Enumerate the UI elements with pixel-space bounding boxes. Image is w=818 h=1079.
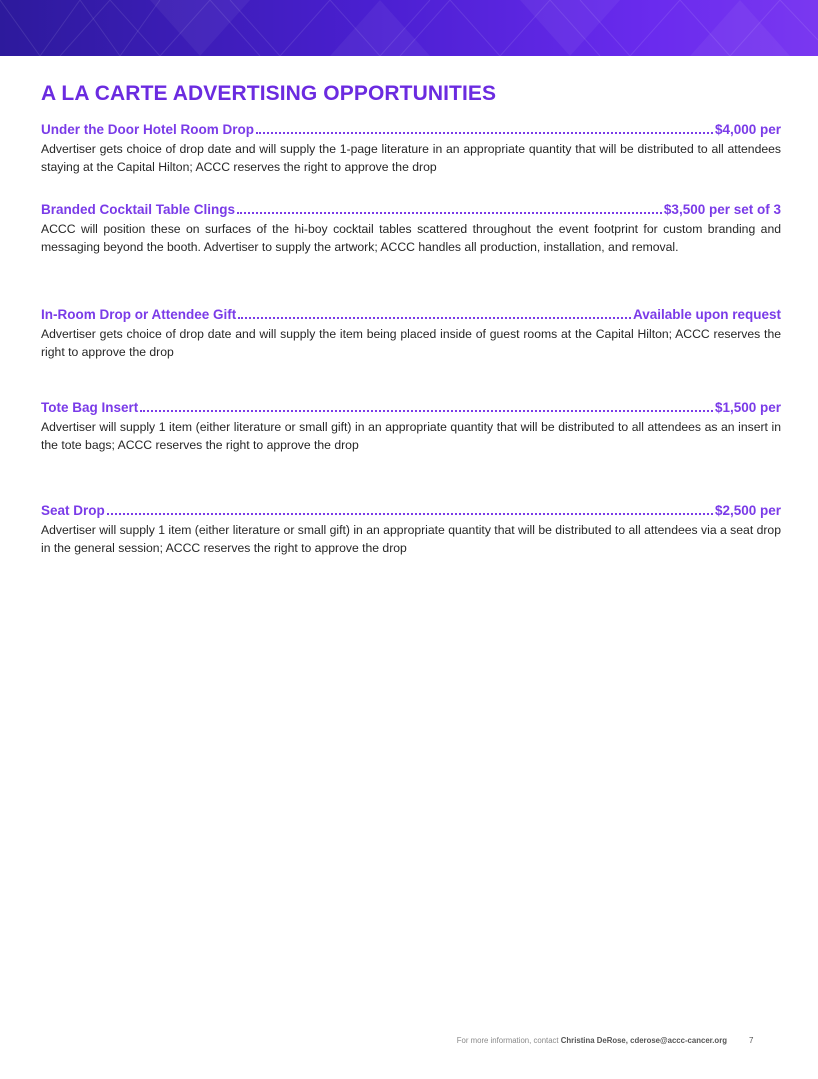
item-heading <box>41 201 781 218</box>
dot-leader <box>237 211 662 214</box>
header-banner <box>0 0 818 56</box>
item-name: In-Room Drop or Attendee Gift <box>41 307 237 322</box>
item-heading <box>41 121 781 138</box>
dot-leader <box>256 131 713 134</box>
item-name: Tote Bag Insert <box>41 400 139 415</box>
item-price: $1,500 per <box>714 400 781 415</box>
ad-item-tote-bag-insert <box>41 399 781 454</box>
page-title: A LA CARTE ADVERTISING OPPORTUNITIES <box>41 82 497 105</box>
dot-leader <box>107 512 713 515</box>
item-description: Advertiser will supply 1 item (either literature or small gift) in an appropriate quantity that will be distributed to all attendees as an insert in the tote bags; ACCC reserves the right to approve the drop <box>41 420 781 452</box>
page-footer <box>0 1036 818 1050</box>
dot-leader <box>140 409 713 412</box>
item-heading <box>41 399 781 416</box>
item-price: Available upon request <box>632 307 781 322</box>
page-number: 7 <box>749 1036 754 1045</box>
item-heading <box>41 502 781 519</box>
contact-details[interactable]: Christina DeRose, cderose@accc-cancer.org <box>560 1036 727 1045</box>
ad-item-seat-drop <box>41 502 781 557</box>
item-price: $3,500 per set of 3 <box>663 202 781 217</box>
item-price: $2,500 per <box>714 503 781 518</box>
item-name: Branded Cocktail Table Clings <box>41 202 236 217</box>
item-name: Seat Drop <box>41 503 105 518</box>
dot-leader <box>238 316 631 319</box>
ad-item-in-room-drop <box>41 306 781 361</box>
item-heading <box>41 306 781 323</box>
item-name: Under the Door Hotel Room Drop <box>41 122 254 137</box>
banner-triangle-pattern <box>0 0 818 56</box>
item-description: Advertiser gets choice of drop date and will supply the 1-page literature in an appropriate quantity that will be distributed to all attendees staying at the Capital Hilton; ACCC reserves the right to approve the drop <box>41 142 781 174</box>
item-description: Advertiser will supply 1 item (either literature or small gift) in an appropriate quantity that will be distributed to all attendees via a seat drop in the general session; ACCC reserves the right to approve the drop <box>41 523 781 555</box>
item-description: ACCC will position these on surfaces of the hi-boy cocktail tables scattered throughout the event footprint for custom branding and messaging beyond the booth. Advertiser to supply the artwork; ACCC handles all production, installation, and removal. <box>41 222 781 254</box>
footer-contact <box>457 1036 727 1045</box>
ad-item-hotel-room-drop <box>41 121 781 176</box>
item-price: $4,000 per <box>714 122 781 137</box>
footer-prefix: For more information, contact <box>456 1036 559 1045</box>
item-description: Advertiser gets choice of drop date and will supply the item being placed inside of guest rooms at the Capital Hilton; ACCC reserves the right to approve the drop <box>41 327 781 359</box>
ad-item-cocktail-table-clings <box>41 201 781 256</box>
